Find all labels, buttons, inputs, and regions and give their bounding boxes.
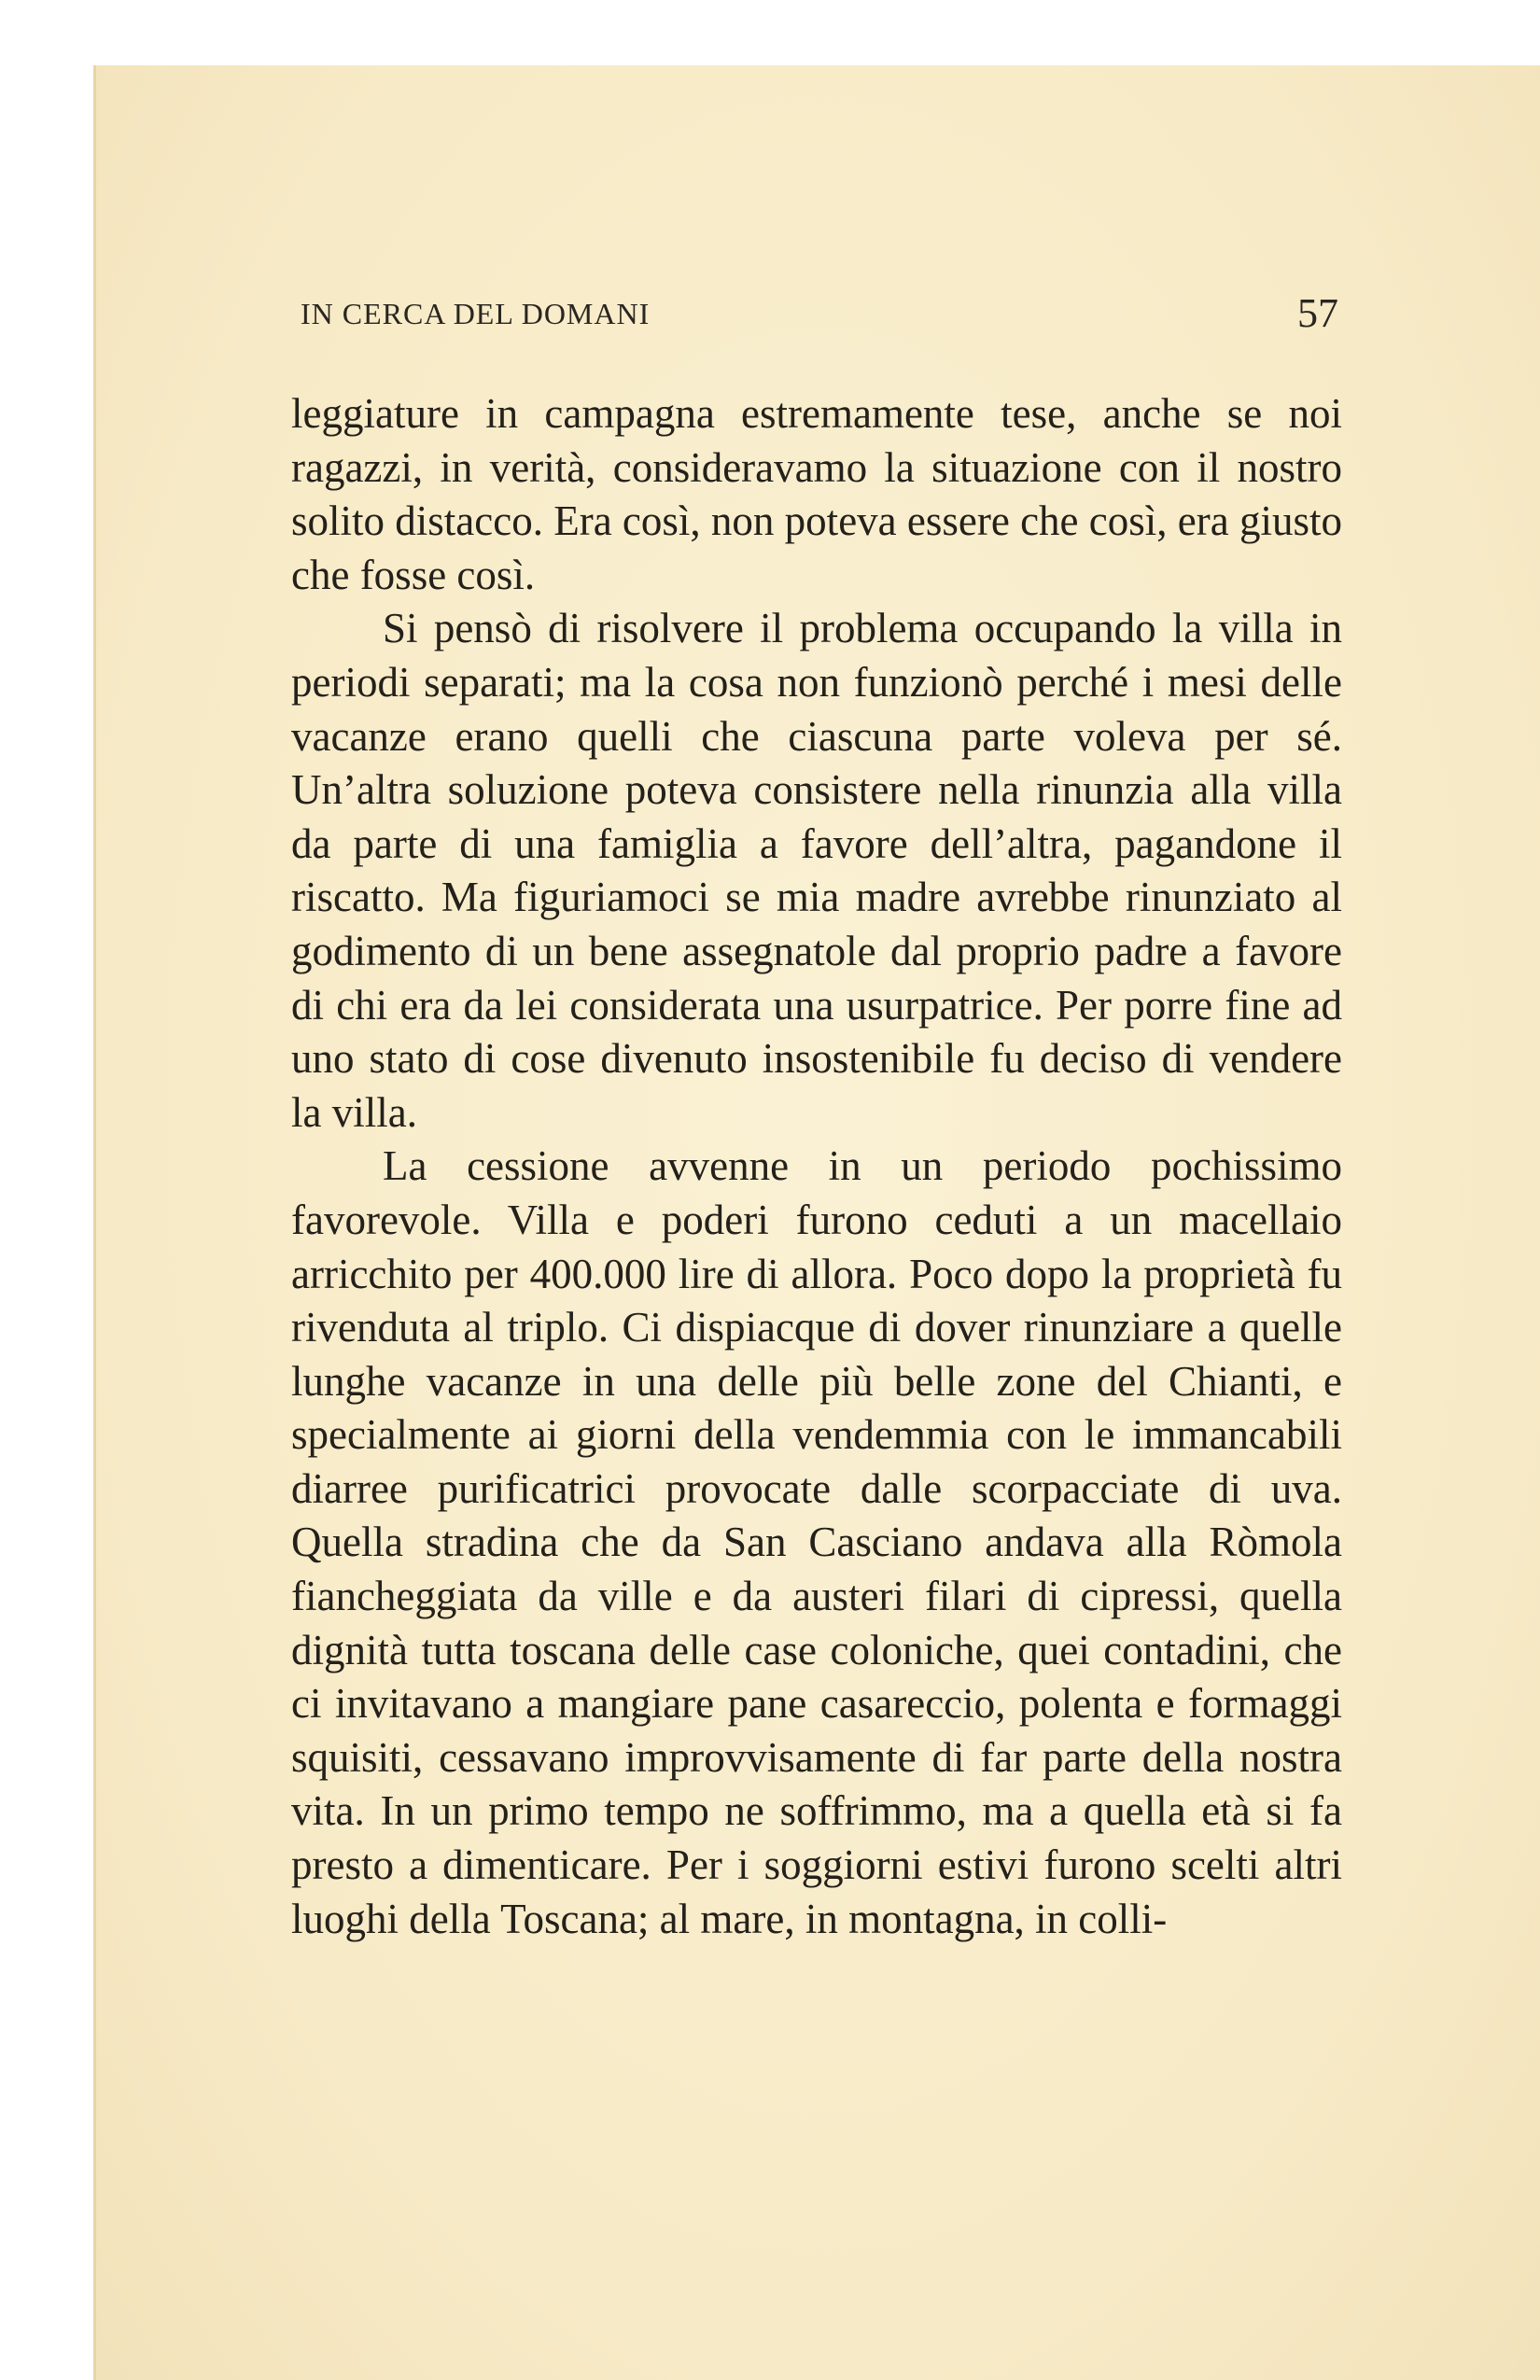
body-text — [291, 387, 1342, 1946]
paragraph-1: leggiature in campagna estremamente tese, anche se noi ragazzi, in verità, consideravamo la situazione con il nostro solito distacco. Era così, non poteva essere che così, era giusto che fosse così. — [291, 390, 1342, 598]
paragraph-2: Si pensò di risolvere il problema occupando la villa in periodi separati; ma la cosa non funzionò perché i mesi delle vacanze erano quelli che ciascuna parte voleva per sé. Un’altra soluzione poteva consistere nella rinunzia alla villa da parte di una famiglia a favore dell’altra, pagandone il riscatto. Ma figuriamoci se mia madre avrebbe rinunziato al godimento di un bene assegnatole dal proprio padre a favore di chi era da lei considerata una usurpatrice. Per porre fine ad uno stato di cose divenuto insostenibile fu deciso di vendere la villa. — [291, 605, 1342, 1136]
running-title: IN CERCA DEL DOMANI — [301, 297, 651, 330]
running-head — [301, 289, 1338, 336]
paragraph-3: La cessione avvenne in un periodo pochissimo favorevole. Villa e poderi furono ceduti a un macellaio arricchito per 400.000 lire di allora. Poco dopo la proprietà fu rivenduta al triplo. Ci dispiacque di dover rinunziare a quelle lunghe vacanze in una delle più belle zone del Chianti, e specialmente ai giorni della vendemmia con le immancabili diarree purificatrici provocate dalle scorpacciate di uva. Quella stradina che da San Casciano andava alla Ròmola fiancheggiata da ville e da austeri filari di cipressi, quella dignità tutta toscana delle case coloniche, quei contadini, che ci invitavano a mangiare pane casareccio, polenta e formaggi squisiti, cessavano improvvisamente di far parte della nostra vita. In un primo tempo ne soffrimmo, ma a quella età si fa presto a dimenticare. Per i soggiorni estivi furono scelti altri luoghi della Toscana; al mare, in montagna, in colli- — [291, 1142, 1342, 1942]
page-number: 57 — [1297, 290, 1338, 336]
